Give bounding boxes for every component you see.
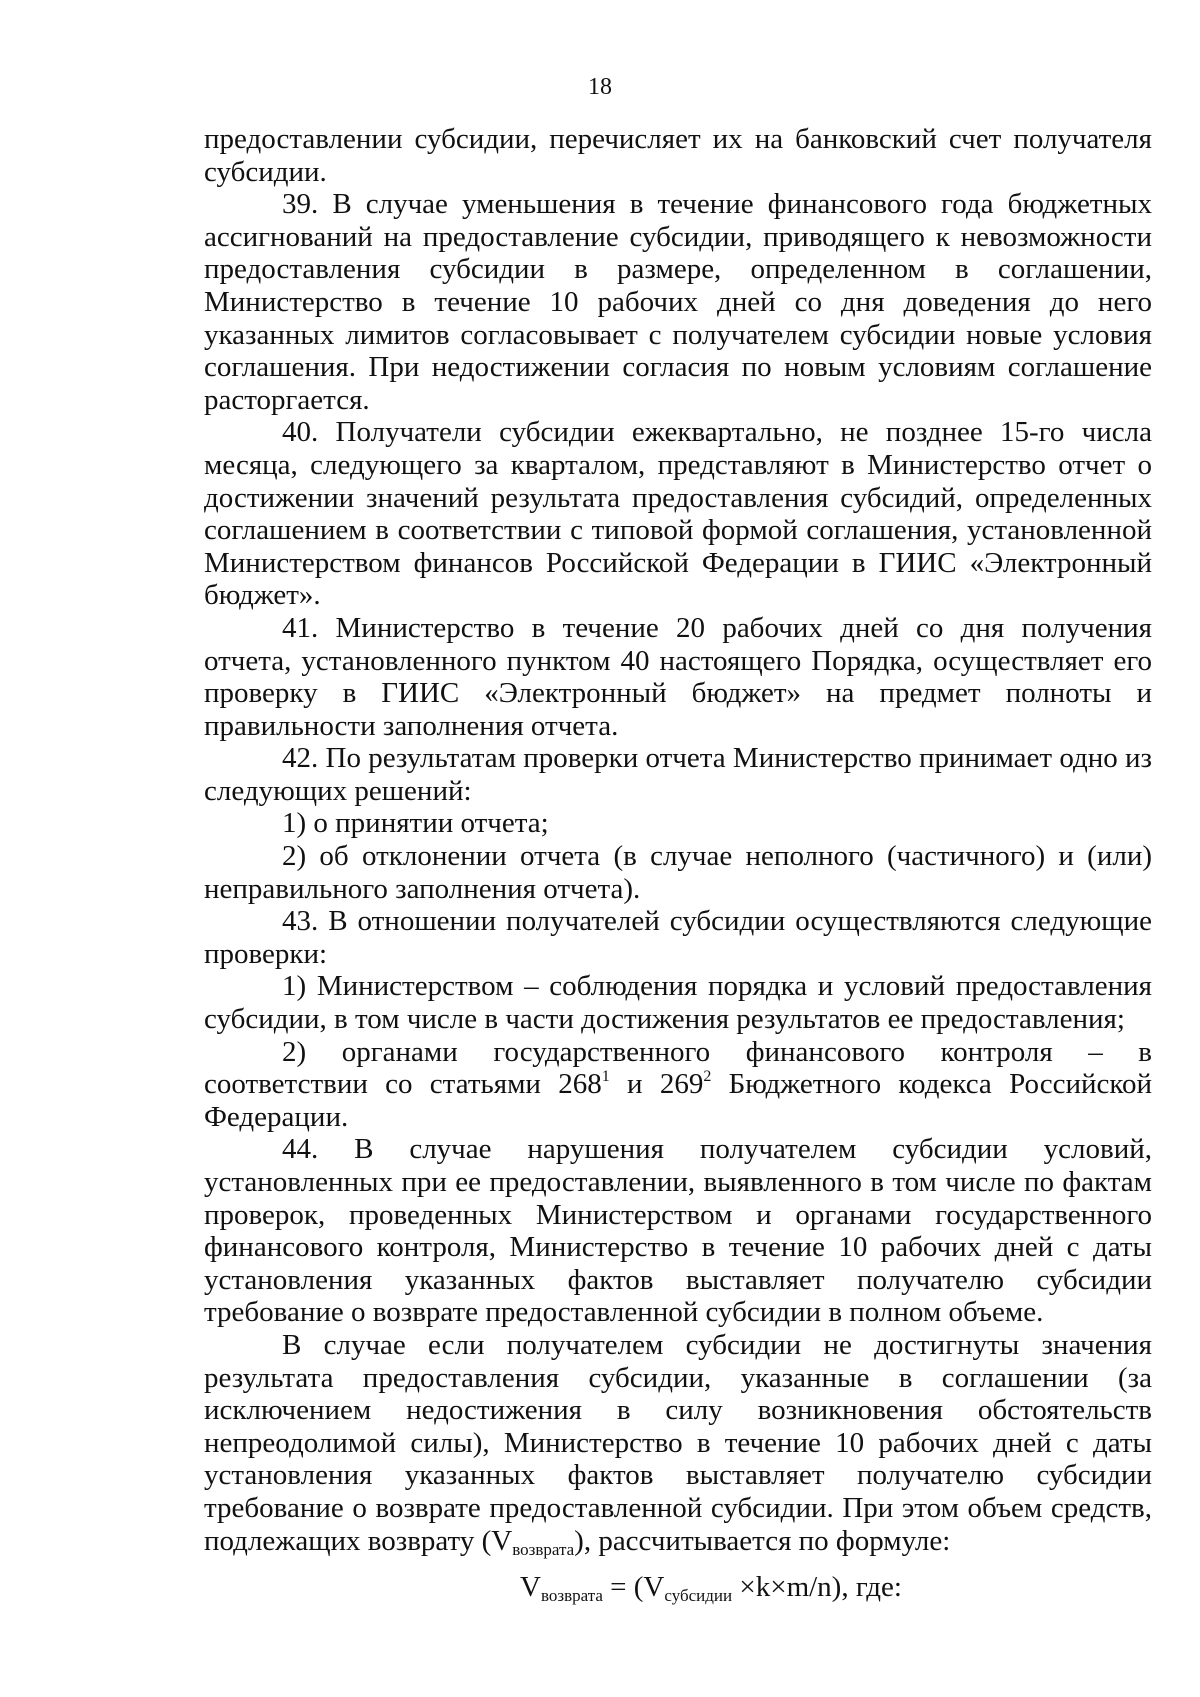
page-number: 18 <box>588 74 612 100</box>
paragraph-return <box>204 1329 1152 1557</box>
return-formula <box>520 1570 902 1604</box>
paragraph-41: 41. Министерство в течение 20 рабочих дней со дня получения отчета, установленного пунктом 40 настоящего Порядка, осуществляет его проверку в ГИИС «Электронный бюджет» на предмет полноты и правильности заполнения отчета. <box>204 611 1152 742</box>
formula-rest: ×k×m/n), где: <box>732 1571 902 1603</box>
formula-sub-return: возврата <box>540 1586 603 1605</box>
paragraph-continuation: предоставлении субсидии, перечисляет их на банковский счет получателя субсидии. <box>204 123 1152 188</box>
document-body <box>204 123 1152 1557</box>
article-superscript-2: 2 <box>703 1068 712 1086</box>
paragraph-43-item-2 <box>204 1036 1152 1134</box>
return-subscript: возврата <box>512 1539 575 1559</box>
control-text-middle: и 269 <box>609 1068 704 1101</box>
paragraph-40: 40. Получатели субсидии ежеквартально, не позднее 15-го числа месяца, следующего за кварталом, представляют в Министерство отчет о достижении значений результата предоставления субсидий, определенных соглашением в соответствии с типовой формой соглашения, установленной Министерством финансов Российской Федерации в ГИИС «Электронный бюджет». <box>204 416 1152 612</box>
paragraph-43-item-1: 1) Министерством – соблюдения порядка и условий предоставления субсидии, в том числе в части достижения результатов ее предоставления; <box>204 970 1152 1036</box>
paragraph-42: 42. По результатам проверки отчета Министерство принимает одно из следующих решений: <box>204 742 1153 807</box>
return-text-end: ), рассчитывается по формуле: <box>574 1524 951 1557</box>
paragraph-39: 39. В случае уменьшения в течение финансового года бюджетных ассигнований на предоставление субсидии, приводящего к невозможности предоставления субсидии в размере, определенном в соглашении, Министерство в течение 10 рабочих дней со дня доведения до него указанных лимитов согласовывает с получателем субсидии новые условия соглашения. При недостижении согласия по новым условиям соглашение расторгается. <box>204 188 1152 416</box>
paragraph-44: 44. В случае нарушения получателем субсидии условий, установленных при ее предоставлении, выявленного в том числе по фактам проверок, проведенных Министерством и органами государственного финансового контроля, Министерство в течение 10 рабочих дней с даты установления указанных фактов выставляет получателю субсидии требование о возврате предоставленной субсидии в полном объеме. <box>204 1133 1152 1329</box>
formula-eq: = (V <box>602 1571 665 1603</box>
paragraph-42-item-2: 2) об отклонении отчета (в случае неполного (частичного) и (или) неправильного заполнения отчета). <box>204 840 1152 905</box>
formula-sub-subsidy: субсидии <box>664 1586 733 1605</box>
formula-v: V <box>520 1571 541 1603</box>
return-text: В случае если получателем субсидии не достигнуты значения результата предоставления субсидии, указанные в соглашении (за исключением недостижения в силу возникновения обстоятельств непреодолимой силы), Министерство в течение 10 рабочих дней с даты установления указанных фактов выставляет получателю субсидии требование о возврате предоставленной субсидии. При этом объем средств, подлежащих возврату (V <box>204 1328 1152 1557</box>
paragraph-42-item-1: 1) о принятии отчета; <box>282 807 549 840</box>
article-superscript-1: 1 <box>601 1068 610 1086</box>
paragraph-43: 43. В отношении получателей субсидии осуществляются следующие проверки: <box>204 905 1152 970</box>
control-text-after: Бюджетного кодекса Российской Федерации. <box>204 1068 1152 1133</box>
control-text-before: 2) органами государственного финансового контроля – в соответствии со статьями 268 <box>204 1035 1152 1101</box>
